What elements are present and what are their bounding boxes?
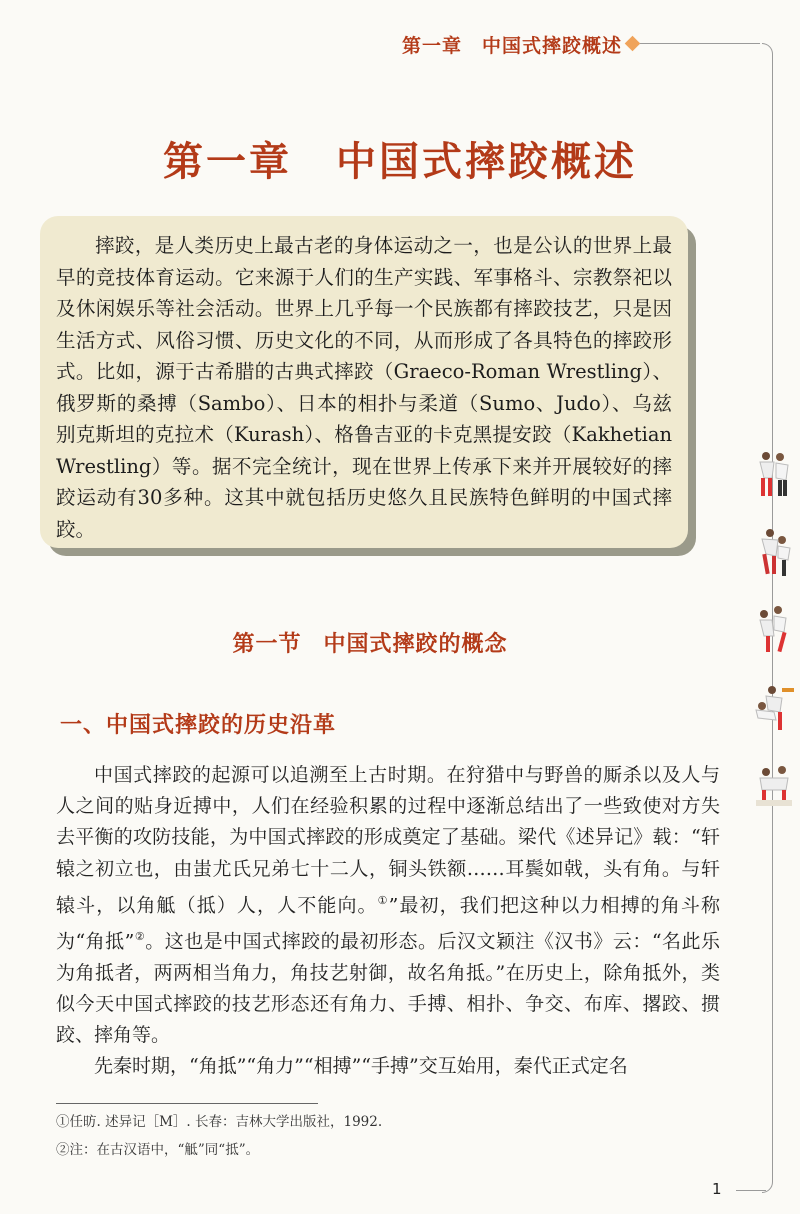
header-rule [640, 43, 760, 44]
body-text-run: 中国式摔跤的起源可以追溯至上古时期。在狩猎中与野兽的厮杀以及人与人之间的贴身近搏中，人们在经验积累的过程中逐渐总结出了一些致使对方失去平衡的攻防技能，为中国式摔跤的形成奠定了基础。梁代《述异记》载：“轩辕之初立也，由蚩尤氏兄弟七十二人，铜头铁额……耳鬓如戟，头有角。与轩辕斗，以角觝（抵）人，人不能向。 [56, 764, 720, 917]
running-head-chapter: 第一章 [401, 35, 462, 57]
footnote: ①任昉. 述异记［M］. 长春：吉林大学出版社，1992. [56, 1114, 383, 1130]
wrestling-figure-icon [752, 526, 796, 580]
body-paragraph: 先秦时期，“角抵”“角力”“相搏”“手搏”交互始用，秦代正式定名 [94, 1055, 628, 1078]
footnote-ref: ② [134, 930, 146, 944]
chapter-number: 第一章 [163, 139, 292, 185]
wrestling-figure-icon [752, 448, 796, 502]
bottom-rule [736, 1190, 766, 1191]
running-head-title: 中国式摔跤概述 [481, 35, 622, 57]
chapter-name: 中国式摔跤概述 [336, 139, 637, 185]
body-text [56, 760, 720, 1083]
body-paragraph [56, 760, 720, 1051]
section-number: 第一节 [232, 632, 302, 657]
chapter-title [0, 130, 800, 187]
body-text-run: ”最初，我们把这种以力相搏的角斗称为“角抵” [56, 894, 720, 953]
intro-box [40, 216, 688, 548]
wrestling-figure-icon [752, 760, 796, 814]
sidebar-figures [752, 448, 798, 838]
section-title [0, 627, 740, 658]
page-number: 1 [712, 1180, 722, 1198]
running-head [402, 31, 622, 58]
footnote-ref: ① [377, 893, 389, 907]
diamond-icon [625, 36, 641, 52]
subsection-title: 一、中国式摔跤的历史沿革 [60, 712, 337, 738]
body-text-run: 。这也是中国式摔跤的最初形态。后汉文颖注《汉书》云：“名此乐为角抵者，两两相当角力，角技艺射御，故名角抵。”在历史上，除角抵外，类似今天中国式摔跤的技艺形态还有角力、手搏、相扑、争交、布库、撂跤、掼跤、摔角等。 [56, 930, 720, 1047]
footnote-rule [56, 1103, 318, 1104]
footnote: ②注：在古汉语中，“觝”同“抵”。 [56, 1142, 260, 1158]
footnotes [56, 1108, 716, 1164]
intro-paragraph: 摔跤，是人类历史上最古老的身体运动之一，也是公认的世界上最早的竞技体育运动。它来源于人们的生产实践、军事格斗、宗教祭祀以及休闲娱乐等社会活动。世界上几乎每一个民族都有摔跤技艺，只是因生活方式、风俗习惯、历史文化的不同，从而形成了各具特色的摔跤形式。比如，源于古希腊的古典式摔跤（Graeco-Roman Wrestling）、俄罗斯的桑搏（Sambo）、日本的相扑与柔道（Sumo、Judo）、乌兹别克斯坦的克拉术（Kurash）、格鲁吉亚的卡克黑提安跤（Kakhetian Wrestling）等。据不完全统计，现在世界上传承下来并开展较好的摔跤运动有30多种。这其中就包括历史悠久且民族特色鲜明的中国式摔跤。 [56, 234, 672, 541]
section-name: 中国式摔跤的概念 [323, 632, 508, 657]
wrestling-figure-icon [752, 682, 796, 736]
wrestling-figure-icon [752, 604, 796, 658]
